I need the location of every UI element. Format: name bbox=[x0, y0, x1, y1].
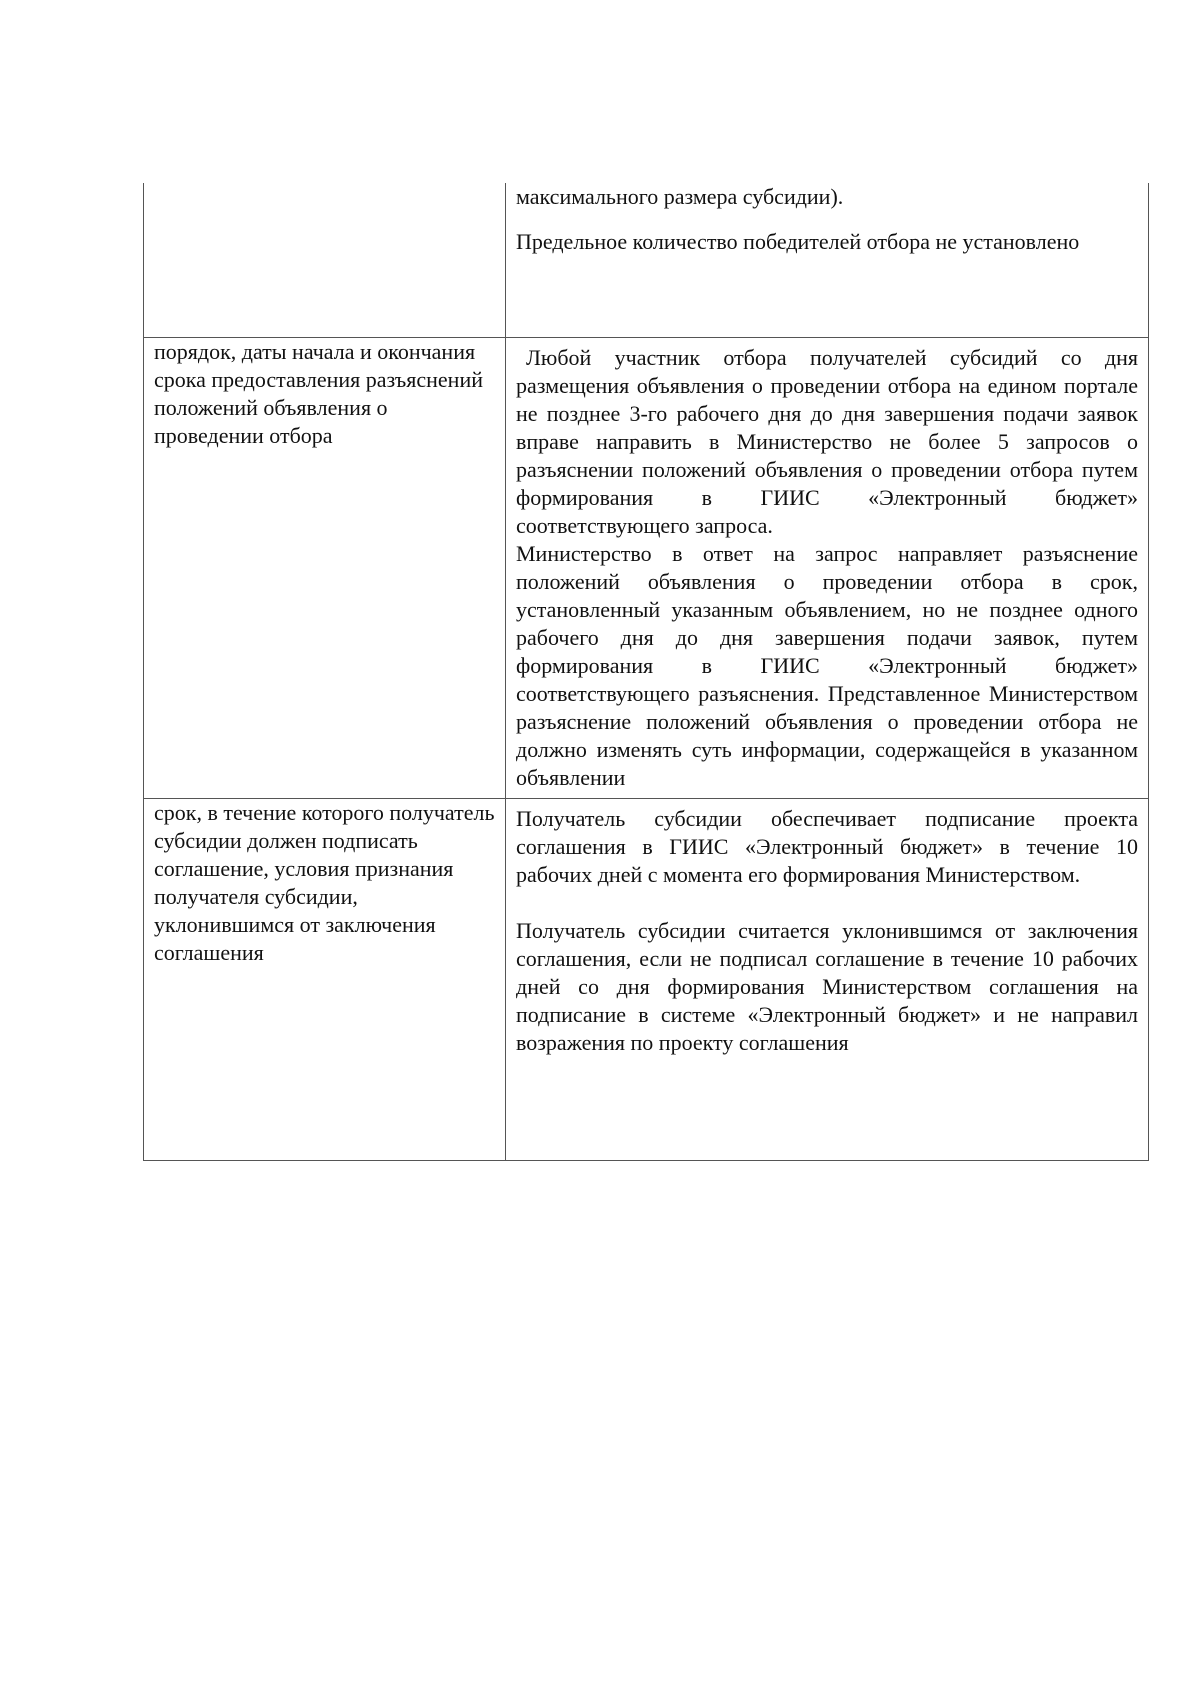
table-cell-label bbox=[144, 183, 506, 338]
paragraph: Получатель субсидии обеспечивает подписание проекта соглашения в ГИИС «Электронный бюджет» в течение 10 рабочих дней с момента его формирования Министерством. bbox=[516, 806, 1138, 887]
table-cell-content bbox=[506, 338, 1149, 799]
table-cell-label: срок, в течение которого получатель субсидии должен подписать соглашение, условия признания получателя субсидии, уклонившимся от заключения соглашения bbox=[144, 799, 506, 1161]
table-row bbox=[144, 799, 1149, 1161]
table-row bbox=[144, 338, 1149, 799]
table-cell-content bbox=[506, 183, 1149, 338]
paragraph: Любой участник отбора получателей субсидий со дня размещения объявления о проведении отбора на едином портале не позднее 3-го рабочего дня до дня завершения подачи заявок вправе направить в Министерство не более 5 запросов о разъяснении положений объявления о проведении отбора путем формирования в ГИИС «Электронный бюджет» соответствующего запроса. bbox=[516, 345, 1138, 538]
paragraph: Министерство в ответ на запрос направляет разъяснение положений объявления о проведении отбора в срок, установленный указанным объявлением, но не позднее одного рабочего дня до дня завершения подачи заявок, путем формирования в ГИИС «Электронный бюджет» соответствующего разъяснения. Представленное Министерством разъяснение положений объявления о проведении отбора не должно изменять суть информации, содержащейся в указанном объявлении bbox=[516, 541, 1138, 790]
paragraph: Получатель субсидии считается уклонившимся от заключения соглашения, если не подписал соглашение в течение 10 рабочих дней со дня формирования Министерством соглашения на подписание в системе «Электронный бюджет» и не направил возражения по проекту соглашения bbox=[516, 918, 1138, 1055]
document-table bbox=[143, 183, 1149, 1161]
paragraph: Предельное количество победителей отбора не установлено bbox=[516, 229, 1080, 254]
table-cell-content bbox=[506, 799, 1149, 1161]
table-cell-label: порядок, даты начала и окончания срока предоставления разъяснений положений объявления о проведении отбора bbox=[144, 338, 506, 799]
table-row bbox=[144, 183, 1149, 338]
paragraph: максимального размера субсидии). bbox=[516, 184, 844, 209]
